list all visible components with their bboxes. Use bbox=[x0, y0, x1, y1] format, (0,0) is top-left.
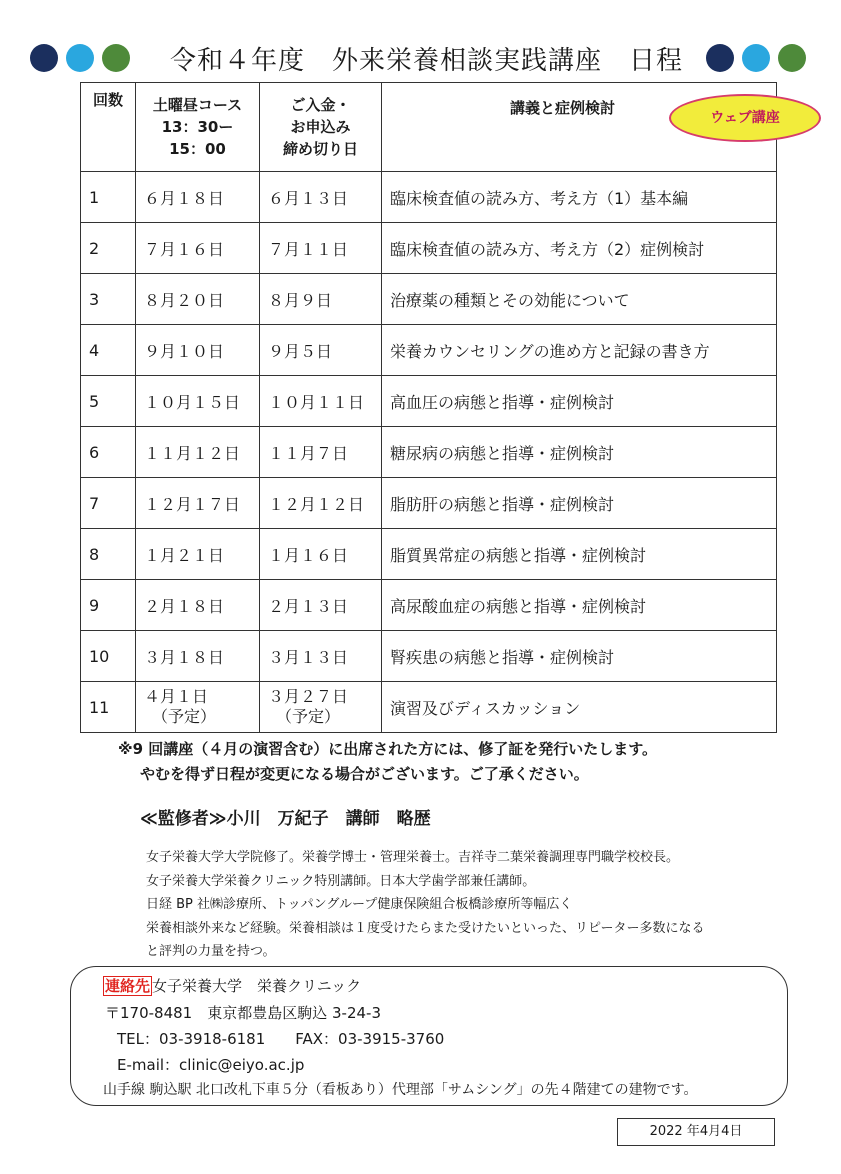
table-row bbox=[81, 223, 777, 274]
contact-name: 女子栄養大学 栄養クリニック bbox=[152, 977, 362, 995]
row-no: 8 bbox=[81, 529, 136, 580]
row-date: ９月１０日 bbox=[136, 325, 260, 376]
row-topic: 高血圧の病態と指導・症例検討 bbox=[382, 376, 777, 427]
table-row bbox=[81, 274, 777, 325]
web-course-badge: ウェブ講座 bbox=[669, 94, 821, 142]
header-topic: 講義と症例検討 bbox=[382, 83, 777, 172]
row-deadline: １２月１２日 bbox=[260, 478, 382, 529]
table-row bbox=[81, 172, 777, 223]
table-row bbox=[81, 478, 777, 529]
note-line: やむを得ず日程が変更になる場合がございます。ご了承ください。 bbox=[140, 765, 589, 783]
bio-line: 日経 BP 社㈱診療所、トッパングループ健康保険組合板橋診療所等幅広く bbox=[146, 897, 573, 912]
table-row bbox=[81, 529, 777, 580]
row-date: ７月１６日 bbox=[136, 223, 260, 274]
row-date: １１月１２日 bbox=[136, 427, 260, 478]
row-deadline: ７月１１日 bbox=[260, 223, 382, 274]
row-topic: 腎疾患の病態と指導・症例検討 bbox=[382, 631, 777, 682]
table-header-row bbox=[81, 83, 777, 172]
blue-dot-icon bbox=[66, 44, 94, 72]
note-line: ※9 回講座（４月の演習含む）に出席された方には、修了証を発行いたします。 bbox=[118, 740, 658, 758]
row-deadline: １０月１１日 bbox=[260, 376, 382, 427]
row-date: ２月１８日 bbox=[136, 580, 260, 631]
row-date: ３月１８日 bbox=[136, 631, 260, 682]
header-deadline: ご入金・ お申込み 締め切り日 bbox=[260, 83, 382, 172]
row-deadline: ９月５日 bbox=[260, 325, 382, 376]
row-date: ６月１８日 bbox=[136, 172, 260, 223]
row-topic: 臨床検査値の読み方、考え方（1）基本編 bbox=[382, 172, 777, 223]
row-date: ８月２０日 bbox=[136, 274, 260, 325]
row-no: 3 bbox=[81, 274, 136, 325]
row-no: 1 bbox=[81, 172, 136, 223]
table-row bbox=[81, 427, 777, 478]
row-date: １０月１５日 bbox=[136, 376, 260, 427]
bio-line: 女子栄養大学栄養クリニック特別講師。日本大学歯学部兼任講師。 bbox=[146, 873, 536, 889]
supervisor-heading: ≪監修者≫小川 万紀子 講師 略歴 bbox=[140, 809, 431, 829]
row-topic: 糖尿病の病態と指導・症例検討 bbox=[382, 427, 777, 478]
bio-line: 女子栄養大学大学院修了。栄養学博士・管理栄養士。吉祥寺二葉栄養調理専門職学校校長。 bbox=[146, 850, 680, 865]
contact-email[interactable]: E-mail：clinic@eiyo.ac.jp bbox=[117, 1056, 305, 1074]
row-topic: 治療薬の種類とその効能について bbox=[382, 274, 777, 325]
row-date: １２月１７日 bbox=[136, 478, 260, 529]
row-no: 7 bbox=[81, 478, 136, 529]
row-deadline: ８月９日 bbox=[260, 274, 382, 325]
row-date: １月２１日 bbox=[136, 529, 260, 580]
table-row bbox=[81, 682, 777, 733]
row-no: 6 bbox=[81, 427, 136, 478]
row-topic: 高尿酸血症の病態と指導・症例検討 bbox=[382, 580, 777, 631]
green-dot-icon bbox=[778, 44, 806, 72]
schedule-table bbox=[80, 82, 777, 733]
row-no: 9 bbox=[81, 580, 136, 631]
navy-dot-icon bbox=[706, 44, 734, 72]
row-topic: 脂質異常症の病態と指導・症例検討 bbox=[382, 529, 777, 580]
row-no: 4 bbox=[81, 325, 136, 376]
bio-line: 栄養相談外来など経験。栄養相談は１度受けたらまた受けたいといった、リピーター多数になる bbox=[146, 920, 705, 936]
row-deadline: １１月７日 bbox=[260, 427, 382, 478]
row-deadline: １月１６日 bbox=[260, 529, 382, 580]
contact-access: 山手線 駒込駅 北口改札下車５分（看板あり）代理部「サムシング」の先４階建ての建物です。 bbox=[103, 1082, 698, 1098]
contact-box bbox=[70, 966, 788, 1106]
contact-address: 〒170-8481 東京都豊島区駒込 3-24-3 bbox=[105, 1004, 381, 1022]
table-row bbox=[81, 376, 777, 427]
row-no: 11 bbox=[81, 682, 136, 733]
title-bar bbox=[30, 38, 810, 78]
row-deadline: ６月１３日 bbox=[260, 172, 382, 223]
header-saturday: 土曜昼コース 13：30ー 15：00 bbox=[136, 83, 260, 172]
row-deadline: ２月１３日 bbox=[260, 580, 382, 631]
table-row bbox=[81, 325, 777, 376]
row-topic: 栄養カウンセリングの進め方と記録の書き方 bbox=[382, 325, 777, 376]
row-no: 2 bbox=[81, 223, 136, 274]
blue-dot-icon bbox=[742, 44, 770, 72]
row-date: ４月１日 （予定） bbox=[136, 682, 260, 733]
table-row bbox=[81, 580, 777, 631]
row-deadline: ３月２７日 （予定） bbox=[260, 682, 382, 733]
page-title: 令和４年度 外来栄養相談実践講座 日程 bbox=[170, 46, 684, 76]
row-no: 5 bbox=[81, 376, 136, 427]
navy-dot-icon bbox=[30, 44, 58, 72]
row-topic: 臨床検査値の読み方、考え方（2）症例検討 bbox=[382, 223, 777, 274]
row-topic: 脂肪肝の病態と指導・症例検討 bbox=[382, 478, 777, 529]
date-stamp: 2022 年4月4日 bbox=[617, 1118, 775, 1146]
bio-line: と評判の力量を持つ。 bbox=[146, 944, 276, 959]
notes bbox=[118, 737, 657, 787]
row-topic: 演習及びディスカッション bbox=[382, 682, 777, 733]
table-row bbox=[81, 631, 777, 682]
supervisor-bio bbox=[146, 846, 796, 964]
row-deadline: ３月１３日 bbox=[260, 631, 382, 682]
contact-label: 連絡先 bbox=[105, 977, 151, 995]
green-dot-icon bbox=[102, 44, 130, 72]
header-no: 回数 bbox=[81, 83, 136, 172]
contact-phone: TEL：03-3918-6181 FAX：03-3915-3760 bbox=[117, 1030, 445, 1048]
row-no: 10 bbox=[81, 631, 136, 682]
